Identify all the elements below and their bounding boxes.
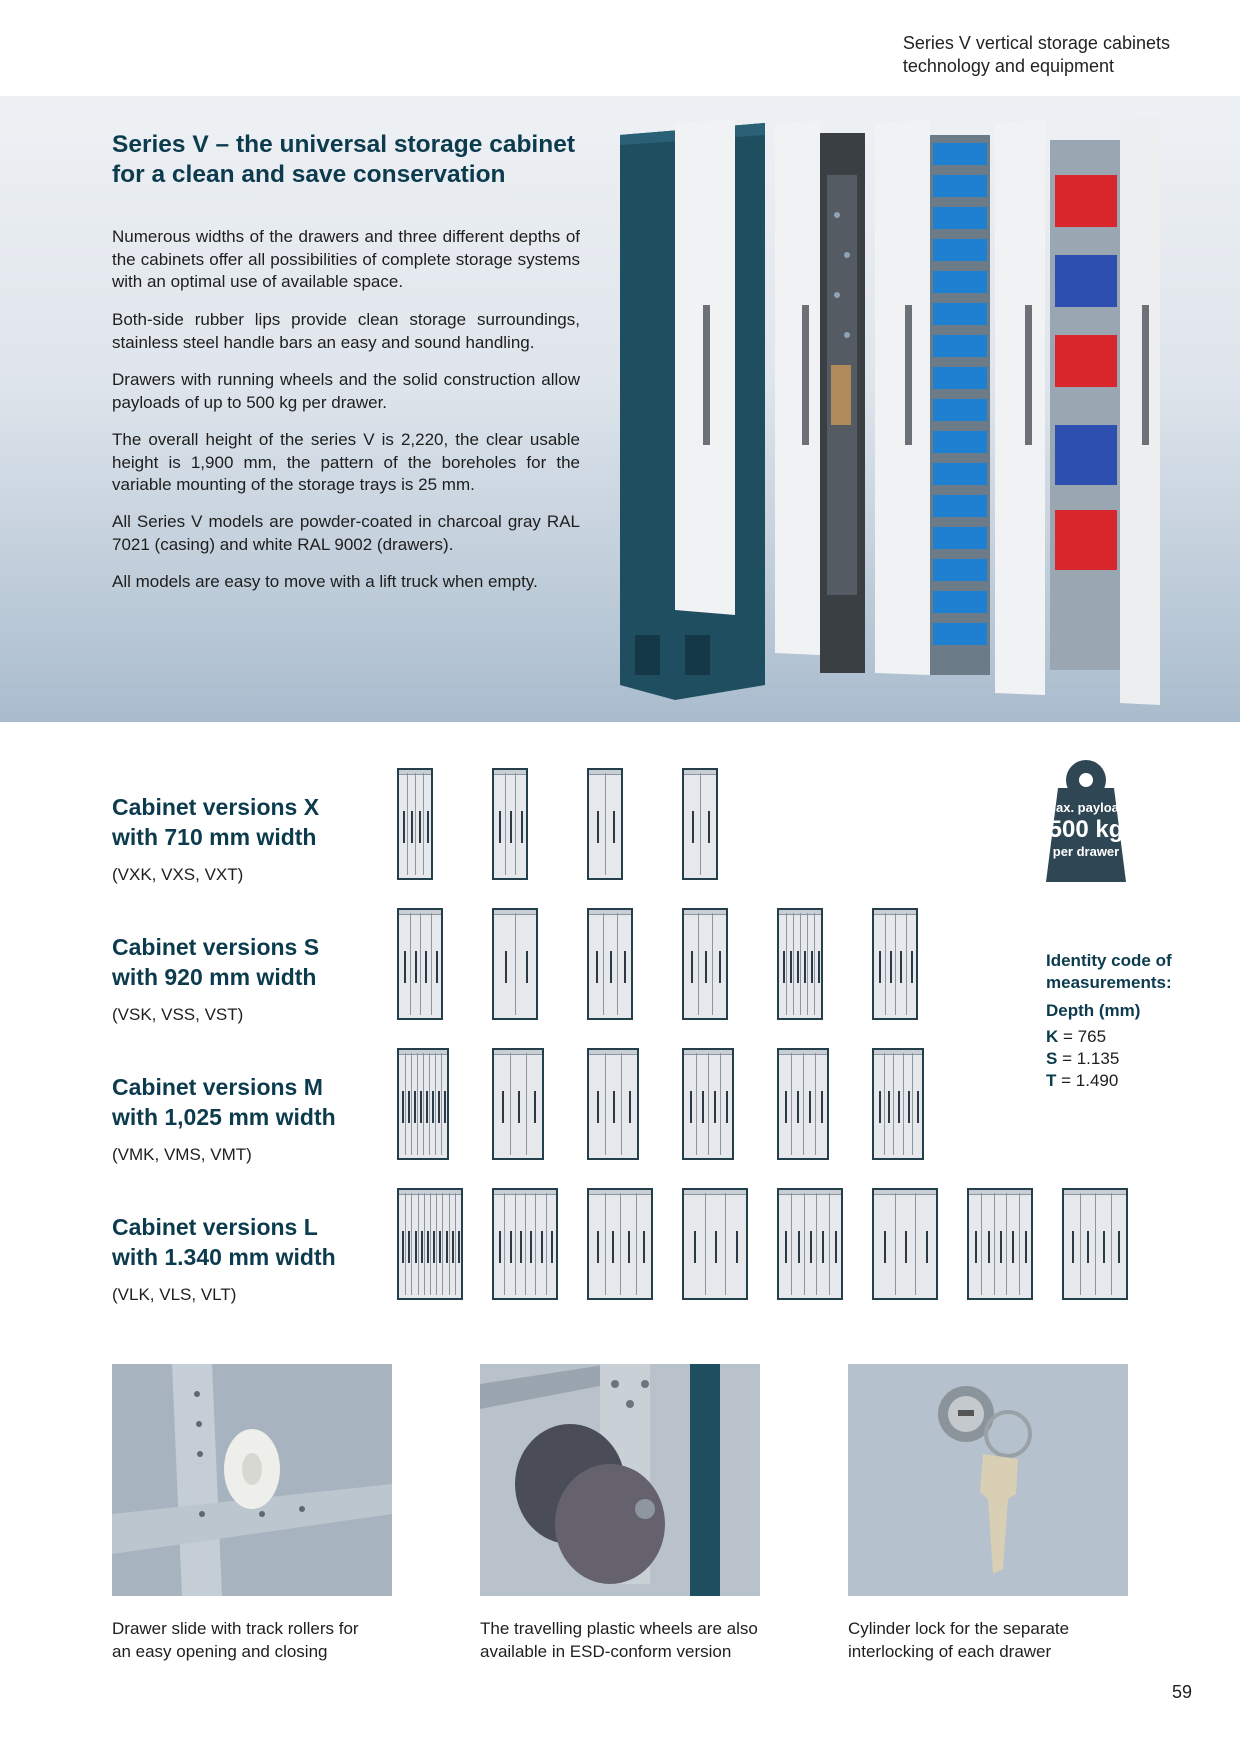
- depth-label: Depth (mm): [1046, 1001, 1141, 1020]
- hero-title-line1: Series V – the universal storage cabinet: [112, 131, 575, 158]
- version-title-m: [112, 1072, 412, 1132]
- depth-row: [1046, 1048, 1216, 1070]
- hero-paragraph: All models are easy to move with a lift truck when empty.: [112, 572, 538, 591]
- cabinet-diagram: [777, 1048, 829, 1160]
- version-codes-l: (VLK, VLS, VLT): [112, 1285, 237, 1304]
- hero-title-line2: for a clean and save conservation: [112, 161, 506, 188]
- running-header-line1: Series V vertical storage cabinets: [902, 33, 1170, 53]
- cabinet-diagram: [492, 1188, 558, 1300]
- version-title-line: Cabinet versions S: [112, 934, 320, 960]
- cabinet-product-photo: [615, 115, 1175, 705]
- running-header: [903, 32, 1170, 78]
- version-title-line: with 920 mm width: [112, 964, 317, 990]
- cabinet-diagram: [872, 1048, 924, 1160]
- version-codes-m: (VMK, VMS, VMT): [112, 1145, 252, 1164]
- cabinet-diagram: [682, 908, 728, 1020]
- version-codes-s: (VSK, VSS, VST): [112, 1005, 244, 1024]
- depth-code: S: [1046, 1049, 1058, 1068]
- depth-row: [1046, 1026, 1216, 1048]
- version-title-s: [112, 932, 412, 992]
- cabinet-diagram: [397, 768, 433, 880]
- travelling-wheels-photo: [480, 1364, 760, 1596]
- hero-paragraph: Both-side rubber lips provide clean storage surroundings, stainless steel handle bars an easy and sound handling.: [112, 310, 580, 352]
- hero-paragraph: Numerous widths of the drawers and three different depths of the cabinets offer all possibilities of complete storage systems with an optimal use of available space.: [112, 227, 580, 291]
- cabinet-diagram: [492, 768, 528, 880]
- version-title-x: [112, 792, 412, 852]
- page-number: 59: [1171, 1682, 1192, 1702]
- cabinet-diagram: [397, 908, 443, 1020]
- hero-paragraph: Drawers with running wheels and the solid construction allow payloads of up to 500 kg per drawer.: [112, 370, 580, 412]
- cabinet-diagram: [872, 908, 918, 1020]
- cabinet-diagram: [872, 1188, 938, 1300]
- cabinet-diagram: [967, 1188, 1033, 1300]
- max-payload-weight-icon: [1044, 758, 1128, 882]
- hero-paragraph: The overall height of the series V is 2,220, the clear usable height is 1,900 mm, the pattern of the boreholes for the variable mounting of the storage trays is 25 mm.: [112, 430, 580, 494]
- payload-label: Max. payload: [1045, 800, 1127, 815]
- cabinet-diagram: [777, 908, 823, 1020]
- caption-drawer-slide: [112, 1618, 412, 1663]
- cabinet-diagram: [587, 1048, 639, 1160]
- version-title-line: with 1,025 mm width: [112, 1104, 336, 1130]
- cabinet-diagram: [682, 768, 718, 880]
- payload-value: 500 kg: [1048, 816, 1124, 843]
- version-codes-x: (VXK, VXS, VXT): [112, 865, 244, 884]
- identity-heading-line2: measurements:: [1046, 973, 1172, 992]
- version-title-l: [112, 1212, 412, 1272]
- identity-code-box: [1046, 950, 1216, 1092]
- depth-code: T: [1046, 1071, 1057, 1090]
- caption-lock: [848, 1618, 1148, 1663]
- caption-line: Cylinder lock for the separate: [848, 1619, 1070, 1638]
- cabinet-diagram: [492, 908, 538, 1020]
- hero-paragraph: All Series V models are powder-coated in charcoal gray RAL 7021 (casing) and white RAL 9002 (drawers).: [112, 512, 580, 554]
- cabinet-diagram: [587, 768, 623, 880]
- cabinet-diagram: [587, 1188, 653, 1300]
- version-title-line: with 710 mm width: [112, 824, 317, 850]
- cabinet-diagram: [682, 1188, 748, 1300]
- caption-line: The travelling plastic wheels are also: [480, 1619, 758, 1638]
- depth-value: = 1.490: [1061, 1071, 1119, 1090]
- running-header-line2: technology and equipment: [902, 56, 1115, 76]
- caption-line: an easy opening and closing: [112, 1641, 328, 1661]
- cabinet-diagram: [397, 1188, 463, 1300]
- cabinet-diagram: [682, 1048, 734, 1160]
- page-header: [0, 0, 1240, 96]
- depth-value: = 765: [1063, 1027, 1107, 1046]
- depth-value: = 1.135: [1062, 1049, 1120, 1068]
- depth-row: [1046, 1070, 1216, 1092]
- cabinet-diagram: [587, 908, 633, 1020]
- version-title-line: Cabinet versions X: [112, 794, 320, 820]
- version-title-line: with 1.340 mm width: [112, 1244, 336, 1270]
- caption-line: available in ESD-conform version: [480, 1641, 732, 1661]
- caption-line: Drawer slide with track rollers for: [112, 1619, 359, 1638]
- cabinet-diagram: [492, 1048, 544, 1160]
- cabinet-diagram: [777, 1188, 843, 1300]
- depth-code: K: [1046, 1027, 1059, 1046]
- payload-unit: per drawer: [1052, 844, 1120, 859]
- version-title-line: Cabinet versions M: [112, 1074, 323, 1100]
- caption-line: interlocking of each drawer: [848, 1641, 1052, 1661]
- identity-heading-line1: Identity code of: [1046, 951, 1172, 970]
- drawer-slide-photo: [112, 1364, 392, 1596]
- cabinet-diagram: [1062, 1188, 1128, 1300]
- cabinet-diagram: [397, 1048, 449, 1160]
- version-title-line: Cabinet versions L: [112, 1214, 318, 1240]
- cylinder-lock-photo: [848, 1364, 1128, 1596]
- caption-wheels: [480, 1618, 780, 1663]
- hero-title: [112, 130, 632, 190]
